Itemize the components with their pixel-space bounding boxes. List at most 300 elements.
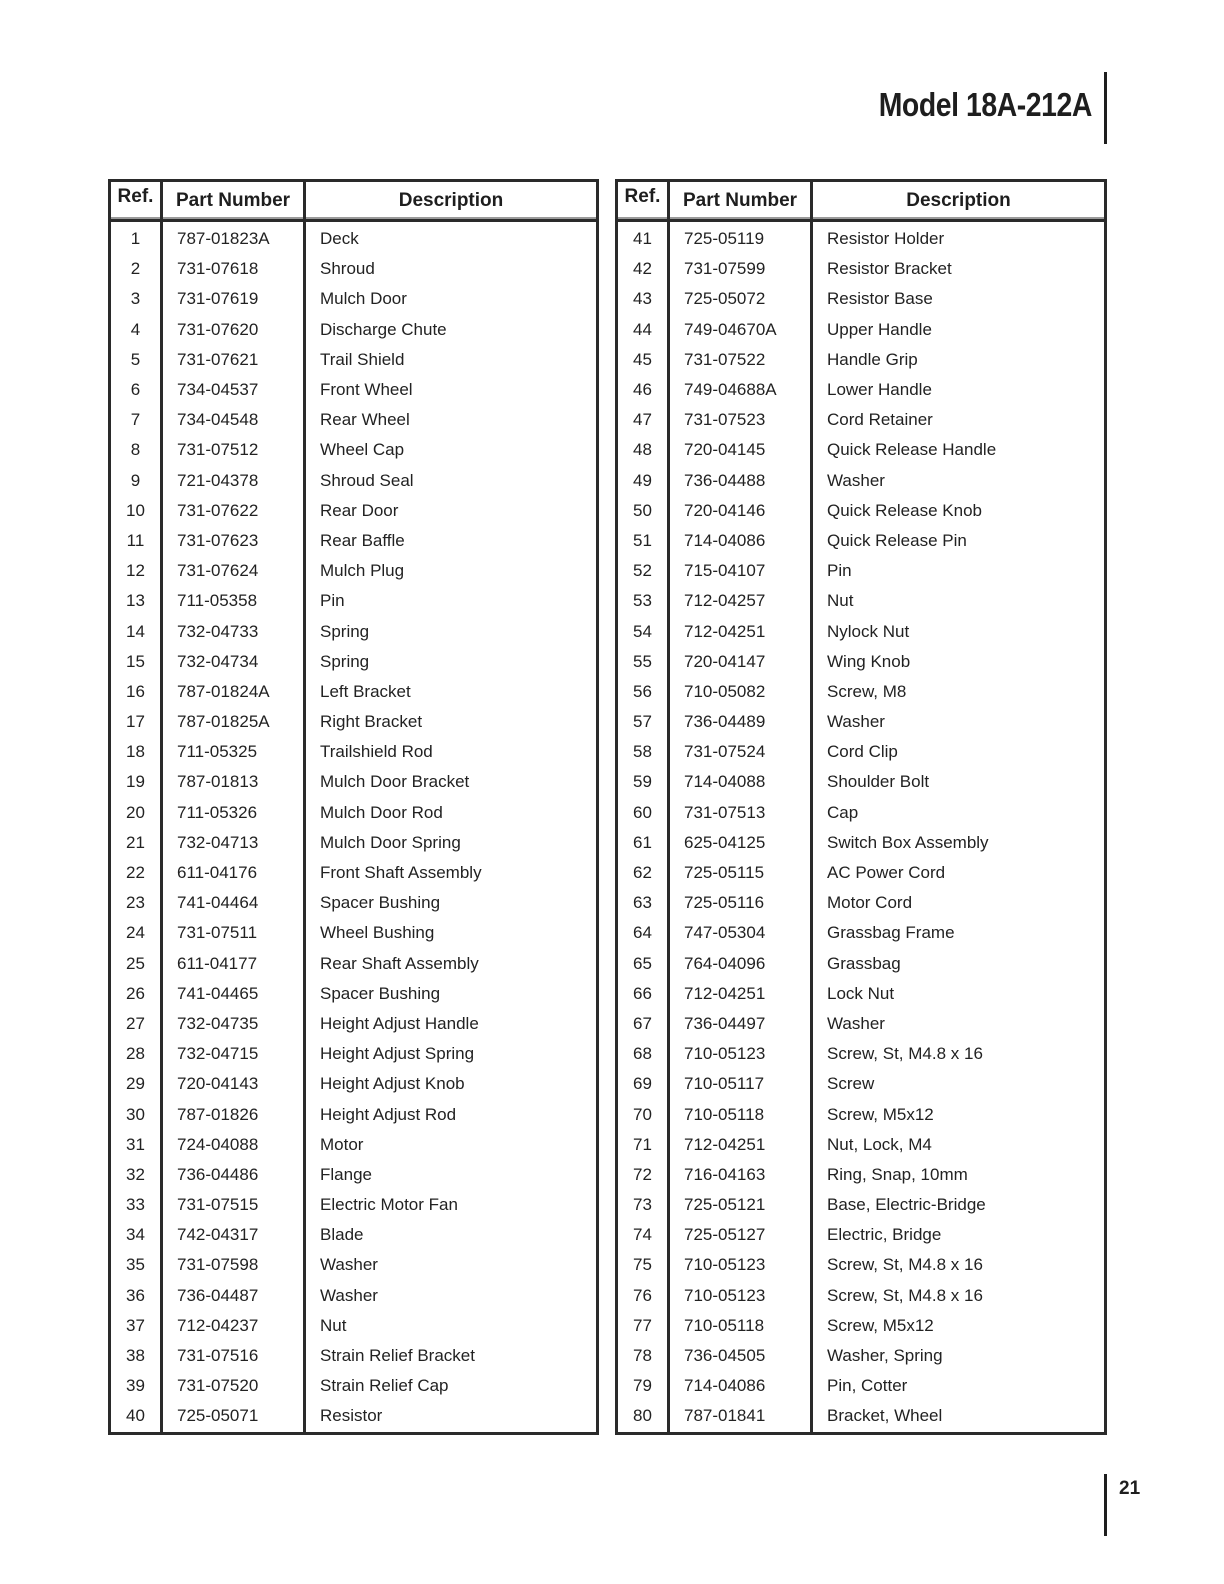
table-row [617, 1220, 1106, 1250]
ref-cell: 57 [633, 712, 652, 732]
description-cell: Nut [812, 586, 1106, 616]
table-row [617, 315, 1106, 345]
description-cell: Screw, St, M4.8 x 16 [812, 1281, 1106, 1311]
table-row [617, 616, 1106, 646]
description-cell: Mulch Plug [305, 556, 598, 586]
description-cell: Spacer Bushing [305, 888, 598, 918]
ref-cell: 34 [126, 1225, 145, 1245]
ref-cell: 25 [126, 953, 145, 973]
description-cell: Screw, M8 [812, 677, 1106, 707]
description-cell: Screw [812, 1069, 1106, 1099]
description-cell: Grassbag Frame [812, 918, 1106, 948]
part-number-cell: 710-05123 [669, 1250, 812, 1280]
part-number-cell: 731-07515 [162, 1190, 305, 1220]
table-row [617, 1250, 1106, 1280]
table-row [617, 949, 1106, 979]
description-cell: Quick Release Knob [812, 496, 1106, 526]
description-cell: Blade [305, 1220, 598, 1250]
ref-cell: 18 [126, 742, 145, 762]
ref-cell: 71 [633, 1134, 652, 1154]
part-number-cell: 721-04378 [162, 466, 305, 496]
part-number-cell: 731-07618 [162, 254, 305, 284]
description-cell: Electric, Bridge [812, 1220, 1106, 1250]
ref-cell: 44 [633, 319, 652, 339]
part-number-cell: 720-04145 [669, 435, 812, 465]
part-number-cell: 787-01823A [162, 221, 305, 255]
part-number-cell: 732-04733 [162, 616, 305, 646]
ref-cell: 17 [126, 712, 145, 732]
table-row [617, 858, 1106, 888]
ref-cell: 12 [126, 561, 145, 581]
part-number-cell: 787-01841 [669, 1401, 812, 1433]
ref-cell: 22 [126, 863, 145, 883]
part-number-cell: 710-05117 [669, 1069, 812, 1099]
description-cell: Ring, Snap, 10mm [812, 1160, 1106, 1190]
ref-cell: 32 [126, 1164, 145, 1184]
part-number-cell: 741-04465 [162, 979, 305, 1009]
description-cell: Height Adjust Spring [305, 1039, 598, 1069]
description-cell: Washer [812, 466, 1106, 496]
table-row [617, 1160, 1106, 1190]
part-number-cell: 731-07620 [162, 315, 305, 345]
description-cell: Mulch Door Bracket [305, 767, 598, 797]
table-row [617, 254, 1106, 284]
description-cell: Electric Motor Fan [305, 1190, 598, 1220]
ref-cell: 48 [633, 440, 652, 460]
parts-table-left [108, 179, 599, 1435]
table-row [617, 888, 1106, 918]
description-cell: Spacer Bushing [305, 979, 598, 1009]
table-row [110, 979, 598, 1009]
description-cell: Height Adjust Rod [305, 1099, 598, 1129]
ref-cell: 64 [633, 923, 652, 943]
part-number-cell: 731-07599 [669, 254, 812, 284]
ref-cell: 80 [633, 1406, 652, 1426]
ref-cell: 38 [126, 1346, 145, 1366]
description-cell: Mulch Door [305, 284, 598, 314]
ref-cell: 28 [126, 1044, 145, 1064]
table-row [110, 1039, 598, 1069]
ref-cell: 51 [633, 530, 652, 550]
table-row [110, 586, 598, 616]
ref-cell: 6 [130, 380, 141, 400]
description-cell: Nut, Lock, M4 [812, 1130, 1106, 1160]
description-cell: Washer [305, 1250, 598, 1280]
description-cell: Cord Clip [812, 737, 1106, 767]
ref-cell: 65 [633, 953, 652, 973]
ref-cell: 16 [126, 681, 145, 701]
part-number-cell: 611-04177 [162, 949, 305, 979]
part-number-cell: 725-05116 [669, 888, 812, 918]
description-cell: Pin [812, 556, 1106, 586]
description-cell: Spring [305, 647, 598, 677]
description-cell: Bracket, Wheel [812, 1401, 1106, 1433]
description-cell: Rear Shaft Assembly [305, 949, 598, 979]
part-number-cell: 731-07598 [162, 1250, 305, 1280]
ref-cell: 35 [126, 1255, 145, 1275]
table-row [617, 345, 1106, 375]
table-row [110, 828, 598, 858]
part-number-cell: 731-07621 [162, 345, 305, 375]
part-number-cell: 716-04163 [669, 1160, 812, 1190]
table-row [617, 647, 1106, 677]
part-number-cell: 711-05325 [162, 737, 305, 767]
part-number-cell: 741-04464 [162, 888, 305, 918]
ref-cell: 23 [126, 893, 145, 913]
table-header-row [617, 181, 1106, 221]
page-number-divider [1104, 1474, 1107, 1536]
ref-cell: 7 [130, 410, 141, 430]
ref-cell: 77 [633, 1315, 652, 1335]
column-header-ref: Ref. [617, 181, 669, 221]
description-cell: Flange [305, 1160, 598, 1190]
description-cell: Strain Relief Bracket [305, 1341, 598, 1371]
table-row [110, 1160, 598, 1190]
ref-cell: 41 [633, 229, 652, 249]
ref-cell: 60 [633, 802, 652, 822]
table-row [617, 1281, 1106, 1311]
table-row [110, 1190, 598, 1220]
ref-cell: 30 [126, 1104, 145, 1124]
table-row [110, 254, 598, 284]
description-cell: Front Wheel [305, 375, 598, 405]
part-number-cell: 732-04735 [162, 1009, 305, 1039]
description-cell: Shroud [305, 254, 598, 284]
table-row [617, 1039, 1106, 1069]
part-number-cell: 732-04715 [162, 1039, 305, 1069]
ref-cell: 52 [633, 561, 652, 581]
part-number-cell: 749-04670A [669, 315, 812, 345]
description-cell: Grassbag [812, 949, 1106, 979]
ref-cell: 50 [633, 500, 652, 520]
ref-cell: 14 [126, 621, 145, 641]
column-header-part-number: Part Number [162, 181, 305, 221]
page-title: Model 18A-212A [878, 86, 1092, 123]
page-number: 21 [1119, 1478, 1141, 1499]
table-row [617, 1099, 1106, 1129]
description-cell: Resistor [305, 1401, 598, 1433]
part-number-cell: 731-07623 [162, 526, 305, 556]
description-cell: Shoulder Bolt [812, 767, 1106, 797]
description-cell: Switch Box Assembly [812, 828, 1106, 858]
part-number-cell: 749-04688A [669, 375, 812, 405]
table-row [110, 435, 598, 465]
part-number-cell: 715-04107 [669, 556, 812, 586]
parts-table-right [615, 179, 1107, 1435]
description-cell: AC Power Cord [812, 858, 1106, 888]
ref-cell: 20 [126, 802, 145, 822]
part-number-cell: 736-04487 [162, 1281, 305, 1311]
table-row [617, 1130, 1106, 1160]
ref-cell: 66 [633, 983, 652, 1003]
table-row [617, 375, 1106, 405]
ref-cell: 72 [633, 1164, 652, 1184]
description-cell: Rear Baffle [305, 526, 598, 556]
part-number-cell: 736-04489 [669, 707, 812, 737]
description-cell: Quick Release Handle [812, 435, 1106, 465]
table-header-row [110, 181, 598, 221]
part-number-cell: 725-05115 [669, 858, 812, 888]
ref-cell: 24 [126, 923, 145, 943]
table-row [617, 979, 1106, 1009]
ref-cell: 68 [633, 1044, 652, 1064]
table-row [617, 798, 1106, 828]
description-cell: Discharge Chute [305, 315, 598, 345]
description-cell: Mulch Door Rod [305, 798, 598, 828]
description-cell: Upper Handle [812, 315, 1106, 345]
description-cell: Spring [305, 616, 598, 646]
description-cell: Motor [305, 1130, 598, 1160]
description-cell: Shroud Seal [305, 466, 598, 496]
ref-cell: 15 [126, 651, 145, 671]
part-number-cell: 731-07513 [669, 798, 812, 828]
ref-cell: 73 [633, 1195, 652, 1215]
ref-cell: 13 [126, 591, 145, 611]
ref-cell: 8 [130, 440, 141, 460]
ref-cell: 5 [130, 349, 141, 369]
table-row [110, 496, 598, 526]
description-cell: Height Adjust Knob [305, 1069, 598, 1099]
table-row [617, 1371, 1106, 1401]
part-number-cell: 724-04088 [162, 1130, 305, 1160]
ref-cell: 69 [633, 1074, 652, 1094]
part-number-cell: 731-07522 [669, 345, 812, 375]
part-number-cell: 710-05123 [669, 1039, 812, 1069]
table-row [617, 284, 1106, 314]
description-cell: Pin, Cotter [812, 1371, 1106, 1401]
ref-cell: 36 [126, 1285, 145, 1305]
ref-cell: 39 [126, 1376, 145, 1396]
part-number-cell: 712-04251 [669, 979, 812, 1009]
ref-cell: 70 [633, 1104, 652, 1124]
part-number-cell: 714-04088 [669, 767, 812, 797]
table-row [110, 647, 598, 677]
part-number-cell: 625-04125 [669, 828, 812, 858]
table-row [617, 1190, 1106, 1220]
column-header-ref: Ref. [110, 181, 162, 221]
table-row [617, 586, 1106, 616]
ref-cell: 26 [126, 983, 145, 1003]
ref-cell: 2 [130, 259, 141, 279]
part-number-cell: 710-05118 [669, 1099, 812, 1129]
table-row [617, 466, 1106, 496]
table-row [110, 375, 598, 405]
part-number-cell: 712-04237 [162, 1311, 305, 1341]
part-number-cell: 747-05304 [669, 918, 812, 948]
table-row [617, 435, 1106, 465]
description-cell: Nylock Nut [812, 616, 1106, 646]
part-number-cell: 736-04486 [162, 1160, 305, 1190]
part-number-cell: 725-05119 [669, 221, 812, 255]
description-cell: Base, Electric-Bridge [812, 1190, 1106, 1220]
table-row [110, 918, 598, 948]
ref-cell: 11 [126, 530, 145, 550]
part-number-cell: 731-07516 [162, 1341, 305, 1371]
table-row [110, 737, 598, 767]
ref-cell: 29 [126, 1074, 145, 1094]
description-cell: Motor Cord [812, 888, 1106, 918]
ref-cell: 21 [126, 832, 145, 852]
table-row [110, 888, 598, 918]
table-row [110, 1401, 598, 1433]
table-row [617, 918, 1106, 948]
description-cell: Height Adjust Handle [305, 1009, 598, 1039]
description-cell: Trail Shield [305, 345, 598, 375]
table-row [617, 737, 1106, 767]
description-cell: Wing Knob [812, 647, 1106, 677]
column-header-part-number: Part Number [669, 181, 812, 221]
ref-cell: 4 [130, 319, 141, 339]
table-row [110, 707, 598, 737]
table-row [110, 1220, 598, 1250]
description-cell: Resistor Holder [812, 221, 1106, 255]
table-row [110, 1099, 598, 1129]
description-cell: Mulch Door Spring [305, 828, 598, 858]
part-number-cell: 736-04488 [669, 466, 812, 496]
ref-cell: 49 [633, 470, 652, 490]
ref-cell: 9 [130, 470, 141, 490]
description-cell: Strain Relief Cap [305, 1371, 598, 1401]
description-cell: Quick Release Pin [812, 526, 1106, 556]
description-cell: Lower Handle [812, 375, 1106, 405]
ref-cell: 62 [633, 863, 652, 883]
ref-cell: 27 [126, 1013, 145, 1033]
part-number-cell: 736-04497 [669, 1009, 812, 1039]
table-row [617, 405, 1106, 435]
part-number-cell: 731-07523 [669, 405, 812, 435]
table-row [617, 767, 1106, 797]
table-row [617, 526, 1106, 556]
part-number-cell: 731-07524 [669, 737, 812, 767]
description-cell: Washer, Spring [812, 1341, 1106, 1371]
ref-cell: 42 [633, 259, 652, 279]
ref-cell: 1 [130, 229, 141, 249]
table-row [617, 677, 1106, 707]
part-number-cell: 712-04257 [669, 586, 812, 616]
table-row [110, 949, 598, 979]
part-number-cell: 734-04548 [162, 405, 305, 435]
table-row [110, 221, 598, 255]
description-cell: Wheel Cap [305, 435, 598, 465]
ref-cell: 45 [633, 349, 652, 369]
ref-cell: 53 [633, 591, 652, 611]
part-number-cell: 710-05118 [669, 1311, 812, 1341]
part-number-cell: 787-01825A [162, 707, 305, 737]
table-row [110, 1281, 598, 1311]
description-cell: Screw, St, M4.8 x 16 [812, 1039, 1106, 1069]
description-cell: Right Bracket [305, 707, 598, 737]
ref-cell: 63 [633, 893, 652, 913]
table-row [110, 1341, 598, 1371]
description-cell: Wheel Bushing [305, 918, 598, 948]
table-row [617, 221, 1106, 255]
part-number-cell: 714-04086 [669, 526, 812, 556]
part-number-cell: 731-07624 [162, 556, 305, 586]
table-row [110, 526, 598, 556]
table-row [110, 798, 598, 828]
part-number-cell: 787-01813 [162, 767, 305, 797]
part-number-cell: 764-04096 [669, 949, 812, 979]
table-row [617, 496, 1106, 526]
part-number-cell: 710-05123 [669, 1281, 812, 1311]
ref-cell: 31 [126, 1134, 145, 1154]
description-cell: Trailshield Rod [305, 737, 598, 767]
table-row [617, 1009, 1106, 1039]
description-cell: Resistor Base [812, 284, 1106, 314]
table-row [110, 405, 598, 435]
part-number-cell: 714-04086 [669, 1371, 812, 1401]
description-cell: Pin [305, 586, 598, 616]
part-number-cell: 731-07622 [162, 496, 305, 526]
table-row [110, 1250, 598, 1280]
part-number-cell: 734-04537 [162, 375, 305, 405]
ref-cell: 46 [633, 380, 652, 400]
ref-cell: 79 [633, 1376, 652, 1396]
part-number-cell: 725-05072 [669, 284, 812, 314]
table-row [110, 858, 598, 888]
description-cell: Deck [305, 221, 598, 255]
table-row [110, 1069, 598, 1099]
part-number-cell: 725-05121 [669, 1190, 812, 1220]
description-cell: Washer [812, 707, 1106, 737]
column-header-description: Description [812, 181, 1106, 221]
part-number-cell: 725-05127 [669, 1220, 812, 1250]
part-number-cell: 720-04146 [669, 496, 812, 526]
table-row [110, 466, 598, 496]
part-number-cell: 731-07619 [162, 284, 305, 314]
ref-cell: 3 [130, 289, 141, 309]
part-number-cell: 710-05082 [669, 677, 812, 707]
description-cell: Cap [812, 798, 1106, 828]
table-row [617, 1311, 1106, 1341]
table-row [110, 767, 598, 797]
ref-cell: 76 [633, 1285, 652, 1305]
description-cell: Screw, St, M4.8 x 16 [812, 1250, 1106, 1280]
part-number-cell: 732-04713 [162, 828, 305, 858]
title-divider [1104, 72, 1107, 144]
column-header-description: Description [305, 181, 598, 221]
table-row [617, 828, 1106, 858]
table-row [110, 1009, 598, 1039]
table-row [110, 1130, 598, 1160]
ref-cell: 54 [633, 621, 652, 641]
ref-cell: 40 [126, 1406, 145, 1426]
description-cell: Screw, M5x12 [812, 1311, 1106, 1341]
description-cell: Nut [305, 1311, 598, 1341]
ref-cell: 10 [126, 500, 145, 520]
part-number-cell: 731-07512 [162, 435, 305, 465]
ref-cell: 74 [633, 1225, 652, 1245]
ref-cell: 56 [633, 681, 652, 701]
part-number-cell: 787-01826 [162, 1099, 305, 1129]
part-number-cell: 720-04143 [162, 1069, 305, 1099]
description-cell: Left Bracket [305, 677, 598, 707]
part-number-cell: 712-04251 [669, 616, 812, 646]
part-number-cell: 731-07511 [162, 918, 305, 948]
table-row [110, 284, 598, 314]
description-cell: Cord Retainer [812, 405, 1106, 435]
table-row [617, 1069, 1106, 1099]
part-number-cell: 736-04505 [669, 1341, 812, 1371]
description-cell: Screw, M5x12 [812, 1099, 1106, 1129]
description-cell: Resistor Bracket [812, 254, 1106, 284]
description-cell: Rear Wheel [305, 405, 598, 435]
part-number-cell: 787-01824A [162, 677, 305, 707]
ref-cell: 59 [633, 772, 652, 792]
table-row [110, 315, 598, 345]
description-cell: Lock Nut [812, 979, 1106, 1009]
description-cell: Washer [305, 1281, 598, 1311]
